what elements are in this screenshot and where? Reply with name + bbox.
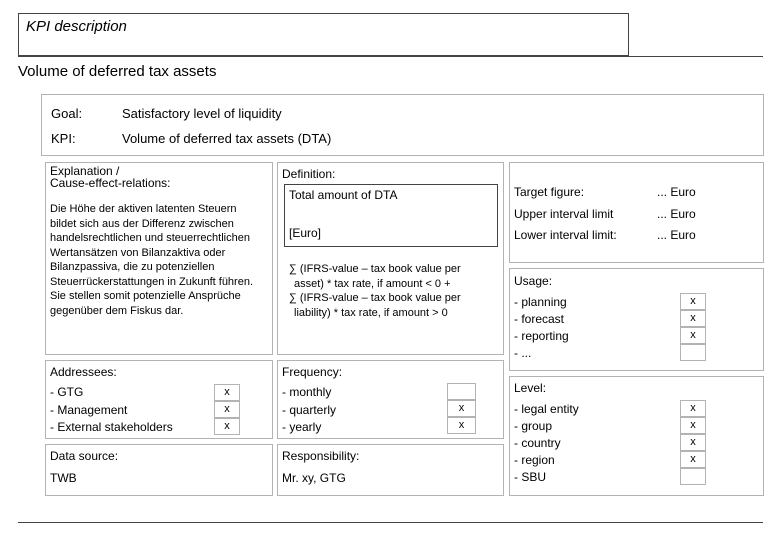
upper-limit-value: ... Euro — [657, 207, 696, 221]
usage-panel — [509, 268, 764, 371]
lower-limit-value: ... Euro — [657, 228, 696, 242]
goal-value: Satisfactory level of liquidity — [122, 106, 282, 121]
definition-box-line-1: Total amount of DTA — [289, 188, 398, 202]
level-item: - legal entity — [514, 402, 579, 416]
usage-checkbox[interactable]: x — [680, 327, 706, 344]
frequency-checkbox[interactable]: x — [447, 400, 476, 417]
frequency-title: Frequency: — [282, 365, 343, 379]
level-checkbox[interactable]: x — [680, 400, 706, 417]
formula-line: asset) * tax rate, if amount < 0 + — [294, 277, 451, 290]
target-value: ... Euro — [657, 185, 696, 199]
addressees-panel — [45, 360, 273, 439]
responsibility-title: Responsibility: — [282, 449, 360, 463]
data-source-panel — [45, 444, 273, 496]
targets-panel — [509, 162, 764, 263]
explanation-line: bildet sich aus der Differenz zwischen — [50, 217, 234, 230]
explanation-line: Sie stellen somit potenzielle Ansprüche — [50, 290, 241, 302]
definition-title: Definition: — [282, 167, 336, 181]
frequency-item: - yearly — [282, 420, 322, 434]
level-panel — [509, 376, 764, 496]
formula-line: ∑ (IFRS-value – tax book value per — [289, 263, 461, 275]
goal-label: Goal: — [51, 106, 83, 121]
level-checkbox[interactable]: x — [680, 434, 706, 451]
kpi-value: Volume of deferred tax assets (DTA) — [122, 131, 332, 146]
frequency-panel — [277, 360, 504, 439]
usage-title: Usage: — [514, 274, 553, 288]
explanation-panel — [45, 162, 273, 355]
explanation-line: Wertansätzen von Bilanzaktiva oder — [50, 246, 226, 259]
usage-checkbox[interactable]: x — [680, 293, 706, 310]
formula-line: ∑ (IFRS-value – tax book value per — [289, 292, 461, 304]
header-box — [18, 13, 629, 56]
explanation-line: gegenüber dem Fiskus dar. — [50, 304, 184, 317]
definition-box — [284, 184, 498, 247]
level-checkbox[interactable] — [680, 468, 706, 485]
level-checkbox[interactable]: x — [680, 451, 706, 468]
definition-formula — [289, 262, 461, 320]
explanation-title-2: Cause-effect-relations: — [50, 176, 171, 190]
level-item: - SBU — [514, 470, 547, 484]
frequency-item: - quarterly — [282, 403, 337, 417]
frequency-checkbox[interactable]: x — [447, 417, 476, 434]
level-title: Level: — [514, 381, 547, 395]
level-item: - group — [514, 419, 553, 433]
responsibility-panel — [277, 444, 504, 496]
upper-limit-label: Upper interval limit — [514, 207, 614, 221]
explanation-line: Die Höhe der aktiven latenten Steuern — [50, 203, 237, 215]
frequency-checkbox[interactable] — [447, 383, 476, 400]
kpi-label: KPI: — [51, 131, 76, 146]
page-title: Volume of deferred tax assets — [18, 63, 217, 80]
addressee-item: - External stakeholders — [50, 420, 173, 434]
addressee-item: - Management — [50, 403, 128, 417]
explanation-title-1: Explanation / — [50, 164, 120, 178]
usage-item: - ... — [514, 346, 532, 360]
usage-item: - reporting — [514, 329, 569, 343]
footer-rule — [18, 522, 763, 523]
usage-item: - planning — [514, 295, 567, 309]
summary-panel — [41, 94, 764, 156]
addressee-checkbox[interactable]: x — [214, 384, 240, 401]
usage-checkbox[interactable]: x — [680, 310, 706, 327]
formula-line: liability) * tax rate, if amount > 0 — [294, 306, 448, 319]
addressees-title: Addressees: — [50, 365, 117, 379]
usage-checkbox[interactable] — [680, 344, 706, 361]
data-source-value: TWB — [50, 471, 77, 485]
lower-limit-label: Lower interval limit: — [514, 228, 617, 242]
data-source-title: Data source: — [50, 449, 119, 463]
responsibility-value: Mr. xy, GTG — [282, 471, 346, 485]
level-item: - country — [514, 436, 561, 450]
explanation-text — [50, 202, 253, 318]
addressee-checkbox[interactable]: x — [214, 418, 240, 435]
explanation-line: handelsrechtlichen und steuerrechtlichen — [50, 232, 250, 244]
definition-panel — [277, 162, 504, 355]
addressee-checkbox[interactable]: x — [214, 401, 240, 418]
header-rule — [18, 56, 763, 57]
explanation-line: Bilanzpassiva, die zu potenziellen — [50, 261, 215, 273]
target-label: Target figure: — [514, 185, 585, 199]
frequency-item: - monthly — [282, 385, 332, 399]
addressee-item: - GTG — [50, 385, 84, 399]
level-item: - region — [514, 453, 555, 467]
definition-box-line-2: [Euro] — [289, 226, 322, 240]
usage-item: - forecast — [514, 312, 565, 326]
explanation-line: Steuerrückerstattungen in Zukunft führen. — [50, 275, 254, 288]
header-label: KPI description — [26, 18, 127, 35]
level-checkbox[interactable]: x — [680, 417, 706, 434]
